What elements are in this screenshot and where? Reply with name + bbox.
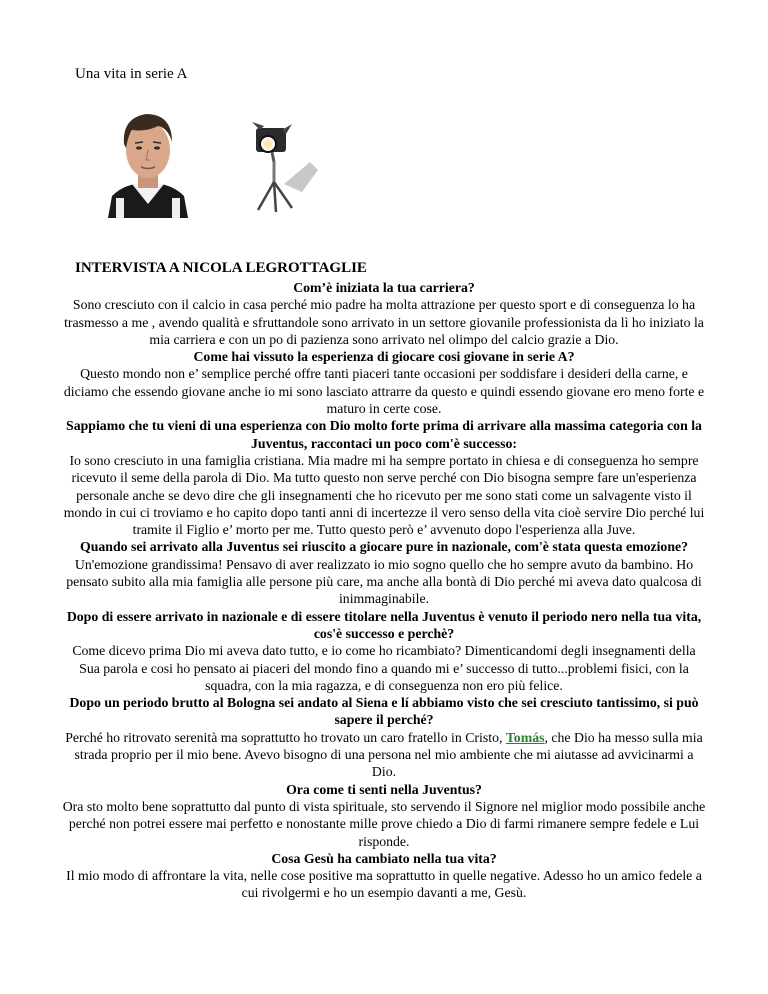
answer-6-text-before: Perché ho ritrovato serenità ma soprattutto ho trovato un caro fratello in Cristo, bbox=[65, 729, 506, 745]
answer-5: Come dicevo prima Dio mi aveva dato tutto, e io come ho ricambiato? Dimenticandomi degli insegnamenti della Sua parola e cosi ho pensato ai piaceri del mondo fino a quando mi e’ successo di tutto...problemi fisici, con la squadra, con la mia ragazza, e di conseguenza non ero più felice. bbox=[72, 643, 696, 693]
question-4: Quando sei arrivato alla Juventus sei riuscito a giocare pure in nazionale, com'è stata questa emozione? bbox=[79, 539, 689, 555]
question-1: Com’è iniziata la tua carriera? bbox=[293, 280, 475, 295]
question-2: Come hai vissuto la esperienza di giocare cosi giovane in serie A? bbox=[193, 349, 575, 365]
interview-heading: INTERVISTA A NICOLA LEGROTTAGLIE bbox=[75, 260, 367, 276]
answer-7: Ora sto molto bene soprattutto dal punto di vista spirituale, sto servendo il Signore nel miglior modo possibile anche perché non potrei essere mai perfetto e nonostante mille prove chiedo a Dio di farmi rimanere sempre fedele e Lui risponde. bbox=[62, 798, 706, 849]
spotlight-icon bbox=[250, 122, 320, 214]
answer-3: Io sono cresciuto in una famiglia cristiana. Mia madre mi ha sempre portato in chiesa e di conseguenza ho sempre ricevuto il seme della parola di Dio. Ma tutto questo non serve perché con Dio bisogna sempre fare un'esperienza personale anche se devo dire che gli insegnamenti che ho ricevuto per me sono stati come un salvagente visto il mondo in cui ci troviamo e ho capito dopo tanti anni di incertezze il vero senso della vita cioè servire Dio perché lui tramite il Figlio e’ morto per me. Tutto questo però e’ avvenuto dopo l'esperienza alla Juve. bbox=[63, 452, 705, 538]
answer-6 bbox=[62, 729, 706, 781]
question-8: Cosa Gesù ha cambiato nella tua vita? bbox=[271, 850, 497, 866]
interview-body bbox=[62, 279, 706, 902]
answer-8: Il mio modo di affrontare la vita, nelle cose positive ma soprattutto in quelle negative. Adesso ho un amico fedele a cui rivolgermi e ho un esempio davanti a me, Gesù. bbox=[66, 868, 702, 901]
answer-4: Un'emozione grandissima! Pensavo di aver realizzato io mio sogno quello che ho sempre avuto da bambino. Ho pensato subito alla mia famiglia alle persone più care, ma anche alla bontà di Dio perché mi aveva dato qualcosa di inimmaginabile. bbox=[66, 556, 702, 607]
question-3: Sappiamo che tu vieni di una esperienza con Dio molto forte prima di arrivare alla massima categoria con la Juventus, raccontaci un poco com'è successo: bbox=[66, 418, 702, 451]
question-7: Ora come ti senti nella Juventus? bbox=[286, 781, 482, 797]
question-5: Dopo di essere arrivato in nazionale e di essere titolare nella Juventus è venuto il periodo nero nella tua vita, cos'è successo e perchè? bbox=[66, 608, 702, 641]
document-title: Una vita in serie A bbox=[75, 66, 188, 82]
answer-1: Sono cresciuto con il calcio in casa perché mio padre ha molta attrazione per questo sport e di conseguenza lo ha trasmesso a me , avendo qualità e sfruttandole sono arrivato in un settore giovanile professionista da lì ho iniziato la mia carriera e con un po di pazienza sono arrivato nel olimpo del calcio grazie a Dio. bbox=[64, 297, 704, 347]
answer-6-text-after: , che Dio ha messo sulla mia strada proprio per il mio bene. Avevo bisogno di una persona nel mio ambiente che mi aiutasse ad avvicinarmi a Dio. bbox=[74, 729, 703, 780]
answer-2: Questo mondo non e’ semplice perché offre tanti piaceri tante occasioni per soddisfare i desideri della carne, e diciamo che essendo giovane anche io mi sono lasciato attrarre da questo e quindi essendo giovane ero meno forte e maturo in certe cose. bbox=[63, 366, 705, 417]
player-portrait-image bbox=[102, 100, 194, 218]
tomas-link[interactable]: Tomás bbox=[505, 729, 545, 745]
question-6: Dopo un periodo brutto al Bologna sei andato al Siena e lí abbiamo visto che sei cresciuto tantissimo, si può sapere il perché? bbox=[69, 695, 699, 728]
